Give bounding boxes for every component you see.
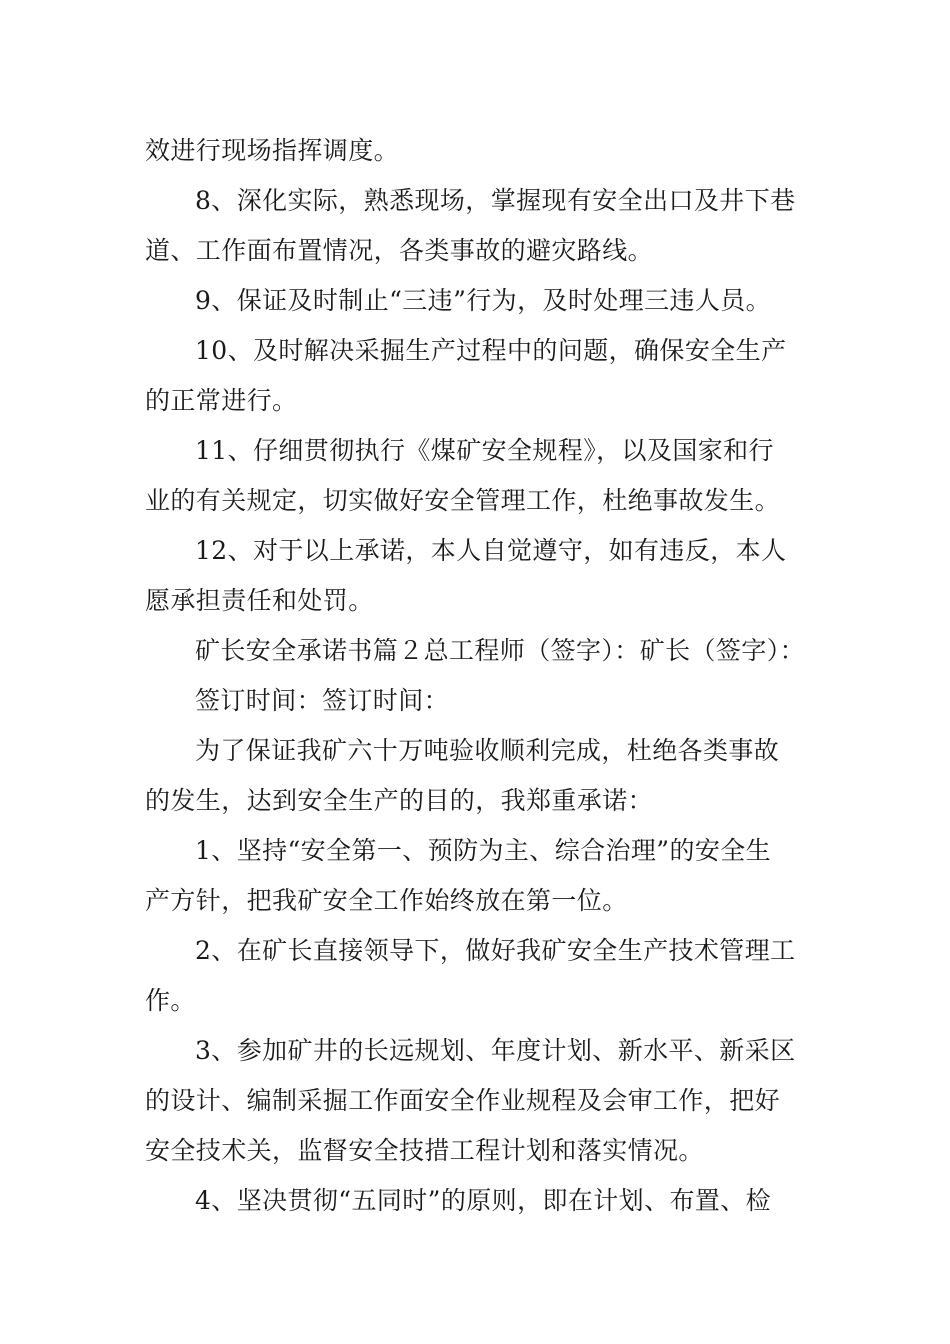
text-line-13: 为了保证我矿六十万吨验收顺利完成，杜绝各类事故	[195, 736, 780, 765]
text-line-12: 签订时间：签订时间：	[195, 686, 450, 715]
text-line-1: 效进行现场指挥调度。	[145, 136, 400, 165]
text-line-2: 8、深化实际，熟悉现场，掌握现有安全出口及井下巷	[195, 186, 796, 215]
text-line-22: 4、坚决贯彻“五同时”的原则，即在计划、布置、检	[195, 1186, 772, 1215]
text-line-5: 10、及时解决采掘生产过程中的问题，确保安全生产	[195, 336, 787, 365]
text-line-11: 矿长安全承诺书篇２总工程师（签字）：矿长（签字）：	[195, 636, 806, 665]
text-line-21: 安全技术关，监督安全技措工程计划和落实情况。	[145, 1136, 704, 1165]
text-line-8: 业的有关规定，切实做好安全管理工作，杜绝事故发生。	[145, 486, 781, 515]
text-line-16: 产方针，把我矿安全工作始终放在第一位。	[145, 886, 628, 915]
text-line-18: 作。	[145, 986, 196, 1015]
text-line-6: 的正常进行。	[145, 386, 298, 415]
text-line-7: 11、仔细贯彻执行《煤矿安全规程》，以及国家和行	[195, 436, 774, 465]
text-line-9: 12、对于以上承诺，本人自觉遵守，如有违反，本人	[195, 536, 787, 565]
text-line-3: 道、工作面布置情况，各类事故的避灾路线。	[145, 236, 654, 265]
text-line-20: 的设计、编制采掘工作面安全作业规程及会审工作，把好	[145, 1086, 781, 1115]
text-line-15: 1、坚持“安全第一、预防为主、综合治理”的安全生	[195, 836, 772, 865]
text-line-14: 的发生，达到安全生产的目的，我郑重承诺：	[145, 786, 654, 815]
text-line-10: 愿承担责任和处罚。	[145, 586, 374, 615]
text-line-4: 9、保证及时制止“三违”行为，及时处理三违人员。	[195, 286, 772, 315]
text-line-17: 2、在矿长直接领导下，做好我矿安全生产技术管理工	[195, 936, 796, 965]
text-line-19: 3、参加矿井的长远规划、年度计划、新水平、新采区	[195, 1036, 796, 1065]
